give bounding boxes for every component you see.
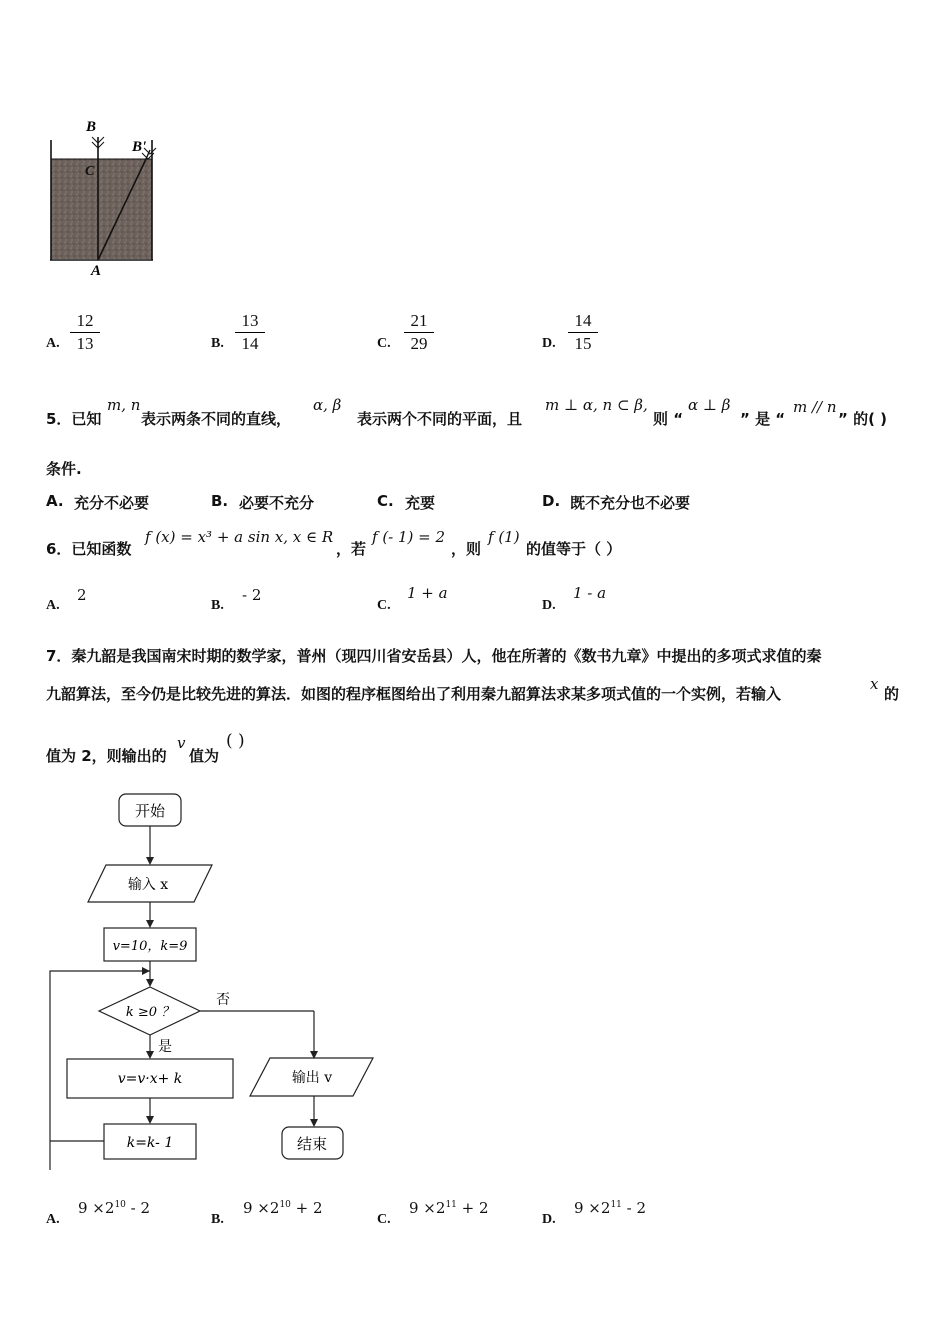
label-b-prime: B' <box>132 139 147 155</box>
q7-var-v: v <box>177 734 186 752</box>
vessel-figure <box>40 115 170 280</box>
option-label: D. <box>542 492 561 510</box>
q7-line-3a: 值为 2，则输出的 <box>46 747 167 765</box>
q5-line-2: 条件. <box>46 460 82 478</box>
q5-text-5: ” 的( ) <box>838 410 888 428</box>
option-label: A. <box>46 492 64 510</box>
option-label: B. <box>211 336 224 351</box>
decision-label: k ≥0 ？ <box>125 1005 175 1020</box>
option-label: D. <box>542 336 556 351</box>
option-value: 1 + a <box>407 584 448 602</box>
q7-var-x: x <box>870 675 879 693</box>
option-label: C. <box>377 598 391 613</box>
fraction: $\frac{12}{13}$ <box>70 311 100 354</box>
option-value: $9 \times 2^{10} - 2$ <box>78 1199 151 1217</box>
dec-label: k=k- 1 <box>126 1135 174 1151</box>
q5-lead: 5．已知 <box>46 410 102 428</box>
init-label: v=10，k=9 <box>112 939 188 954</box>
option-label: C. <box>377 1212 391 1227</box>
option-value: $9 \times 2^{11} + 2$ <box>409 1199 489 1217</box>
q7-line-2b: 的 <box>884 685 900 703</box>
q5-math-ab: α, β <box>313 396 342 414</box>
q5-math-prop1: α ⊥ β <box>688 396 731 414</box>
option-value: $9 \times 2^{10} + 2$ <box>243 1199 323 1217</box>
q5-text-3: 则 “ <box>653 410 684 428</box>
q6-math-cond: f (- 1) = 2 <box>372 528 446 546</box>
option-label: D. <box>542 1212 556 1227</box>
label-b: B <box>86 119 97 135</box>
option-text: 充分不必要 <box>74 494 150 512</box>
q5-text-1: 表示两条不同的直线， <box>141 410 292 428</box>
option-label: A. <box>46 336 60 351</box>
update-label: v=v·x+ k <box>117 1071 183 1087</box>
option-value: - 2 <box>242 586 262 604</box>
q5-math-prop2: m // n <box>793 398 837 416</box>
q5-math-cond: m ⊥ α, n ⊂ β, <box>545 396 648 414</box>
flowchart <box>40 785 385 1170</box>
option-label: A. <box>46 598 60 613</box>
option-text: 必要不充分 <box>239 494 315 512</box>
q5-text-2: 表示两个不同的平面，且 <box>357 410 523 428</box>
option-label: B. <box>211 492 229 510</box>
q7-paren: ( ) <box>226 731 245 751</box>
fraction: $\frac{21}{29}$ <box>404 311 434 354</box>
label-c: C <box>85 164 95 179</box>
option-label: C. <box>377 336 391 351</box>
q6-math-expr: f (1) <box>488 528 520 546</box>
q7-line-2a: 九韶算法，至今仍是比较先进的算法．如图的程序框图给出了利用秦九韶算法求某多项式值的一个实例，若输入 <box>46 685 782 703</box>
option-label: B. <box>211 598 224 613</box>
q6-math-func: f (x) = x³ + a sin x, x ∈ R <box>145 528 334 546</box>
option-text: 既不充分也不必要 <box>570 494 691 512</box>
yes-label: 是 <box>158 1039 172 1055</box>
start-label: 开始 <box>134 802 166 820</box>
no-label: 否 <box>216 992 230 1008</box>
input-label: 输入 x <box>127 877 169 893</box>
option-value: $9 \times 2^{11} - 2$ <box>574 1199 647 1217</box>
fraction: $\frac{13}{14}$ <box>235 311 265 354</box>
end-label: 结束 <box>296 1135 328 1153</box>
label-a: A <box>91 263 102 279</box>
option-label: D. <box>542 598 556 613</box>
option-label: B. <box>211 1212 224 1227</box>
option-label: A. <box>46 1212 60 1227</box>
option-label: C. <box>377 492 394 510</box>
q6-text-3: 的值等于（ ） <box>526 540 622 558</box>
option-value: 1 - a <box>573 584 607 602</box>
q7-line-3b: 值为 <box>189 747 220 765</box>
option-value: 2 <box>77 586 87 604</box>
q6-text-2: ，则 <box>451 540 482 558</box>
fraction: $\frac{14}{15}$ <box>568 311 598 354</box>
option-text: 充要 <box>405 494 436 512</box>
liquid <box>51 159 152 259</box>
q6-lead: 6．已知函数 <box>46 540 132 558</box>
q5-text-4: ” 是 “ <box>740 410 786 428</box>
q5-math-mn: m, n <box>107 396 141 414</box>
output-label: 输出 v <box>291 1070 333 1086</box>
q6-text-1: ，若 <box>336 540 367 558</box>
q7-line-1: 7．秦九韶是我国南宋时期的数学家，普州（现四川省安岳县）人，他在所著的《数书九章》中提出的多项式求值的秦 <box>46 647 822 665</box>
